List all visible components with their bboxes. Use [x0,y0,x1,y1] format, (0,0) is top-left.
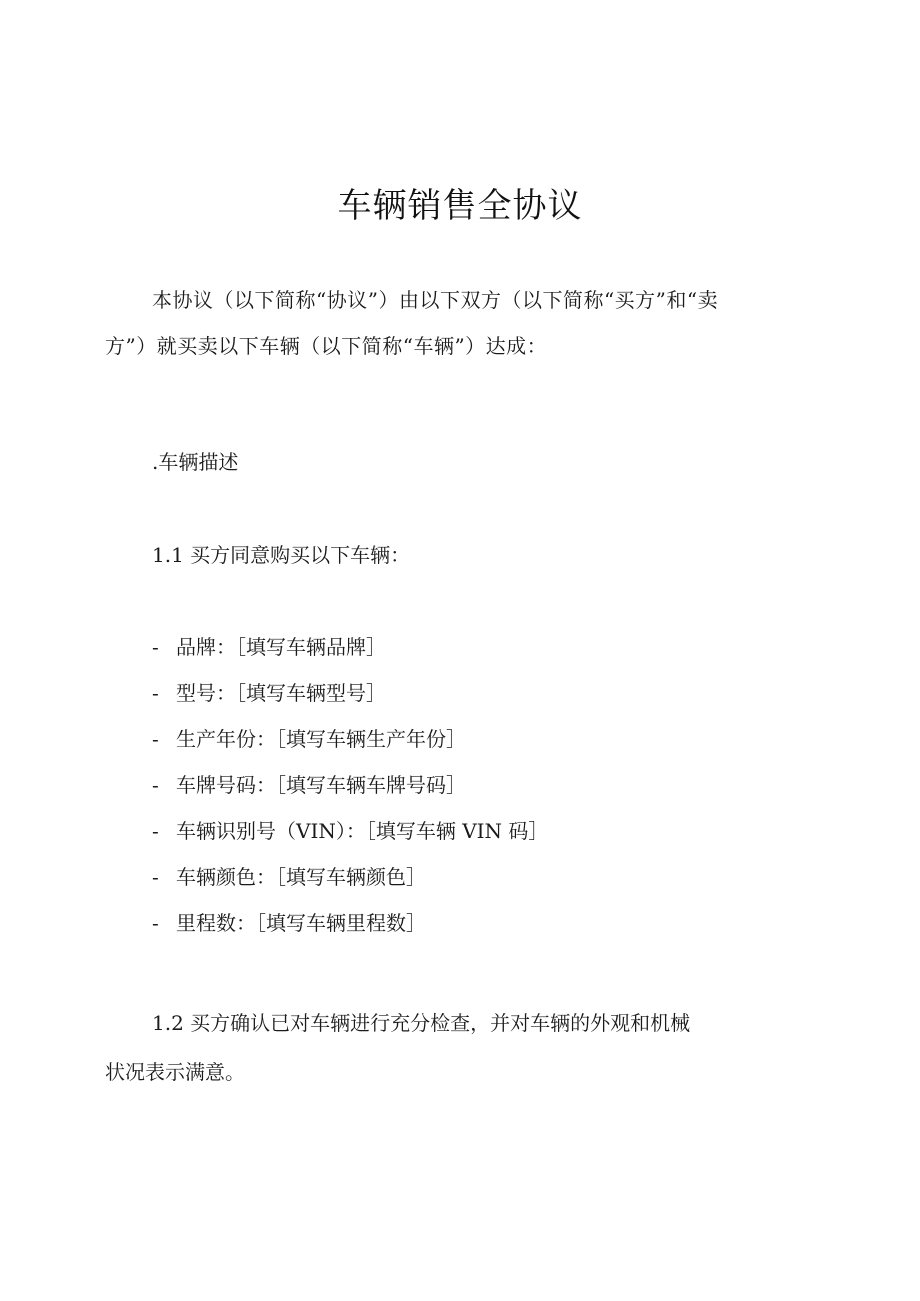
list-dash: - [152,819,159,843]
intro-line-2: 方”）就买卖以下车辆（以下简称“车辆”）达成： [105,334,548,358]
list-item-text: 车辆识别号（VIN）：［填写车辆 VIN 码］ [176,819,549,843]
vehicle-item-mileage [152,913,426,933]
intro-line-1: 本协议（以下简称“协议”）由以下双方（以下简称“买方”和“卖 [152,288,719,312]
vehicle-item-year [152,729,466,749]
clause-1-2-line-2: 状况表示满意。 [105,1060,245,1084]
list-item-text: 车辆颜色：［填写车辆颜色］ [176,865,426,889]
list-item-text: 型号：［填写车辆型号］ [176,681,386,705]
list-dash: - [152,773,159,797]
list-item-text: 车牌号码：［填写车辆车牌号码］ [176,773,466,797]
list-item-text: 品牌：［填写车辆品牌］ [176,635,386,659]
section-heading: .车辆描述 [152,450,239,474]
vehicle-item-vin [152,821,548,841]
vehicle-item-plate [152,775,466,795]
list-item-text: 生产年份：［填写车辆生产年份］ [176,727,466,751]
list-dash: - [152,865,159,889]
list-dash: - [152,635,159,659]
vehicle-item-brand [152,637,386,657]
document-title: 车辆销售全协议 [337,186,583,226]
list-dash: - [152,727,159,751]
clause-1-1: 1.1 买方同意购买以下车辆： [152,543,411,567]
vehicle-item-color [152,867,426,887]
clause-1-2-line-1: 1.2 买方确认已对车辆进行充分检查，并对车辆的外观和机械 [152,1011,691,1035]
list-dash: - [152,681,159,705]
list-dash: - [152,911,159,935]
list-item-text: 里程数：［填写车辆里程数］ [176,911,426,935]
vehicle-item-model [152,683,386,703]
